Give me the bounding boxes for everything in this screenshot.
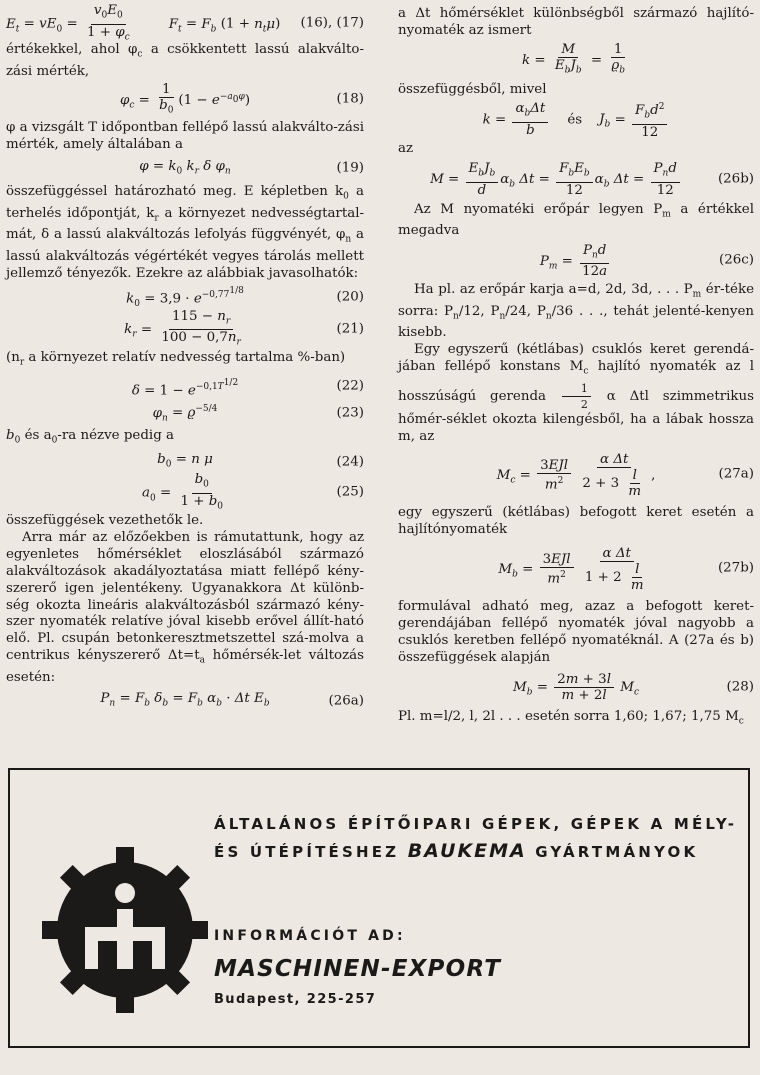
paragraph: $b_0$ és $a_0-ra$ nézve pedig a (6, 428, 175, 447)
equation-number: (26c) (719, 252, 754, 268)
equation-number: (27b) (717, 560, 754, 576)
equation-27b: $M_b$ = $\frac{\text{3EJl}}{m^2}$ α Δt 1 + 2 $\frac{l}{m}$ (27b) (498, 545, 754, 593)
equation-number: (16), (17) (300, 15, 364, 31)
equation-number: (22) (336, 378, 364, 394)
paragraph: összefüggéssel határozható meg. E képletben $k_0$ a terhelés időpontját, $k_r$ a környezet nedvességtartal-mát, δ a lassú alakváltozás lefolyás függvényét, $\varphi_n$ a lassú alakváltozás végértékét vegyes tárolás mellett jellemző tényezők. Ezekre az alábbiak javasolhatók: (6, 184, 365, 281)
equation-25: $a_0$ = $\frac{b_0}{1 + b_0}$ (25) (141, 471, 364, 512)
equation-kb-jb: k = $\frac{\alpha_b\Delta t}{b}$ és $J_b$ = $\frac{F_bd^2}{12}$ (398, 102, 754, 138)
equation-26c: $P_m$ = $\frac{P_nd}{12a}$ (26c) (539, 242, 754, 280)
equation-19: $\varphi = k_0$ $k_r$ δ $\varphi_n$ (19) (139, 158, 364, 177)
equation-number: (27a) (718, 467, 754, 483)
equation-26a: $P_n = F_b$ $\delta_b = F_b$ $\alpha_b \cdot \Delta t$ $E_b$ (26a) (100, 690, 364, 709)
advertisement-box (8, 768, 750, 1048)
paragraph: összefüggésből, mivel (398, 81, 547, 97)
equation-number: (18) (336, 92, 364, 108)
ad-info-label: INFORMÁCIÓT AD: (214, 928, 406, 944)
equation-number: (24) (336, 454, 364, 470)
equation-16-17: $E_t = vE_0$ = $\frac{v_0E_0}{1 + \varphi_c}$ $F_t = F_b$ $(1 + n_t\mu)$ (16), (17) (6, 2, 364, 43)
paragraph: formulával adható meg, azaz a befogott keret-gerendájában fellépő nyomaték jóval nagyobb a csuklós keretben fellépő nyomatéknál. A (27a és b) összefüggések alapján (398, 599, 754, 665)
paragraph: Az M nyomatéki erőpár legyen $P_m$ a értékkel megadva (398, 201, 754, 239)
equation-k: k = $\frac{M}{E_bJ_b}$ = $\frac{1}{ϱ_b}$ (522, 42, 625, 77)
equation-number: (23) (336, 405, 364, 421)
equation-number: (20) (336, 289, 364, 305)
equation-number: (26b) (717, 171, 754, 187)
equation-number: (28) (726, 679, 754, 695)
ad-line-1: ÁLTALÁNOS ÉPÍTŐIPARI GÉPEK, GÉPEK A MÉLY- (214, 815, 738, 833)
paragraph: Pl. m=l/2, l, 2l . . . esetén sorra 1,60; 1,67; 1,75 $M_c$ (398, 708, 744, 727)
paragraph: φ a vizsgált T időpontban fellépő lassú alakválto-zási mérték, amely általában a (6, 120, 364, 153)
paragraph: összefüggések vezethetők le. (6, 513, 204, 528)
paragraph: Ha pl. az erőpár karja a=d, 2d, 3d, . . . $P_m$ ér-téke sorra: $P_n/12$, $P_n/24$, $P_n/36$ . . ., tehát jelenté-kenyen kisebb. (398, 282, 754, 341)
paragraph: Arra már az előzőekben is rámutattunk, hogy az egyenletes hőmérséklet eloszlásából származó alakváltozások akadályoztatása miatt fellépő kény-szererő igen jelentékeny. Ugyanakkora Δt különb-ség okozta lineáris alakváltozásból származó kény-szer nyomaték relatíve jóval kisebb erővel állít-ható elő. Pl. csupán betonkeresztmetszettel szá-molva a centrikus kényszererő $\Delta t=t_a$ hőmérsék-let változás esetén: (6, 529, 364, 685)
equation-20: $k_0 = 3,9 \cdot e^{-0,77^{1/8}}$ (20) (126, 285, 364, 309)
equation-21: $k_r$ = $\frac{115 - n_r}{100 - 0,7n_r}$ (21) (124, 308, 364, 349)
ad-line-2: ÉS ÚTÉPÍTÉSHEZ BAUKEMA GYÁRTMÁNYOK (214, 840, 699, 862)
right-column (398, 6, 754, 730)
paragraph: egy egyszerű (kétlábas) befogott keret esetén a hajlítónyomaték (398, 505, 754, 538)
equation-number: (25) (336, 484, 364, 500)
ad-company-name: MASCHINEN-EXPORT (214, 956, 502, 982)
paragraph: az (398, 140, 414, 156)
brand-name: BAUKEMA (407, 840, 527, 862)
equation-26b: M = $\frac{E_bJ_b}{d}$ $\alpha_b$ Δt = $\frac{F_bE_b}{12}$ $\alpha_b$ Δt = $\frac{P_nd}{12}$ (26b) (430, 161, 754, 198)
equation-27a: $M_c$ = $\frac{\text{3EJl}}{m^2}$ α Δt 2 + 3 $\frac{l}{m}$ , (27a) (496, 451, 754, 499)
equation-18: $\varphi_c$ = $\frac{1}{b_0}$ $(1 - e^{-a_0\varphi})$ (18) (119, 82, 364, 116)
paragraph: Egy egyszerű (kétlábas) csuklós keret gerendá-jában fellépő konstans $M_c$ hajlító nyomaték az l hosszúságú gerenda $\frac{1}{2}$ α Δtl szimmetrikus hőmér-séklet okozta kilengésből, ha a lábak hossza m, az (398, 342, 755, 444)
equation-number: (26a) (328, 693, 364, 709)
paragraph: a Δt hőmérséklet különbségből származó hajlító-nyomaték az ismert (398, 6, 754, 38)
paragraph: ($n_r$ a környezet relatív nedvesség tartalma %-ban) (6, 349, 346, 368)
equation-24: $b_0 = n$ μ (24) (157, 452, 364, 470)
equation-number: (19) (336, 160, 364, 176)
equation-22: $\delta = 1 - e^{-0,1T^{1/2}}$ (22) (131, 377, 364, 399)
paragraph: értékekkel, ahol $\varphi_c$ a csökkentett lassú alakválto-zási mérték, (6, 42, 364, 79)
left-column (6, 2, 365, 717)
company-logo-icon (40, 845, 210, 1015)
ad-address: Budapest, 225-257 (214, 992, 377, 1007)
equation-23: $\varphi_n = ϱ^{-5/4}$ (23) (152, 404, 364, 424)
equation-28: $M_b$ = $\frac{2m + 3l}{m + 2l}$ $M_c$ (28) (512, 672, 754, 704)
equation-number: (21) (336, 321, 364, 337)
